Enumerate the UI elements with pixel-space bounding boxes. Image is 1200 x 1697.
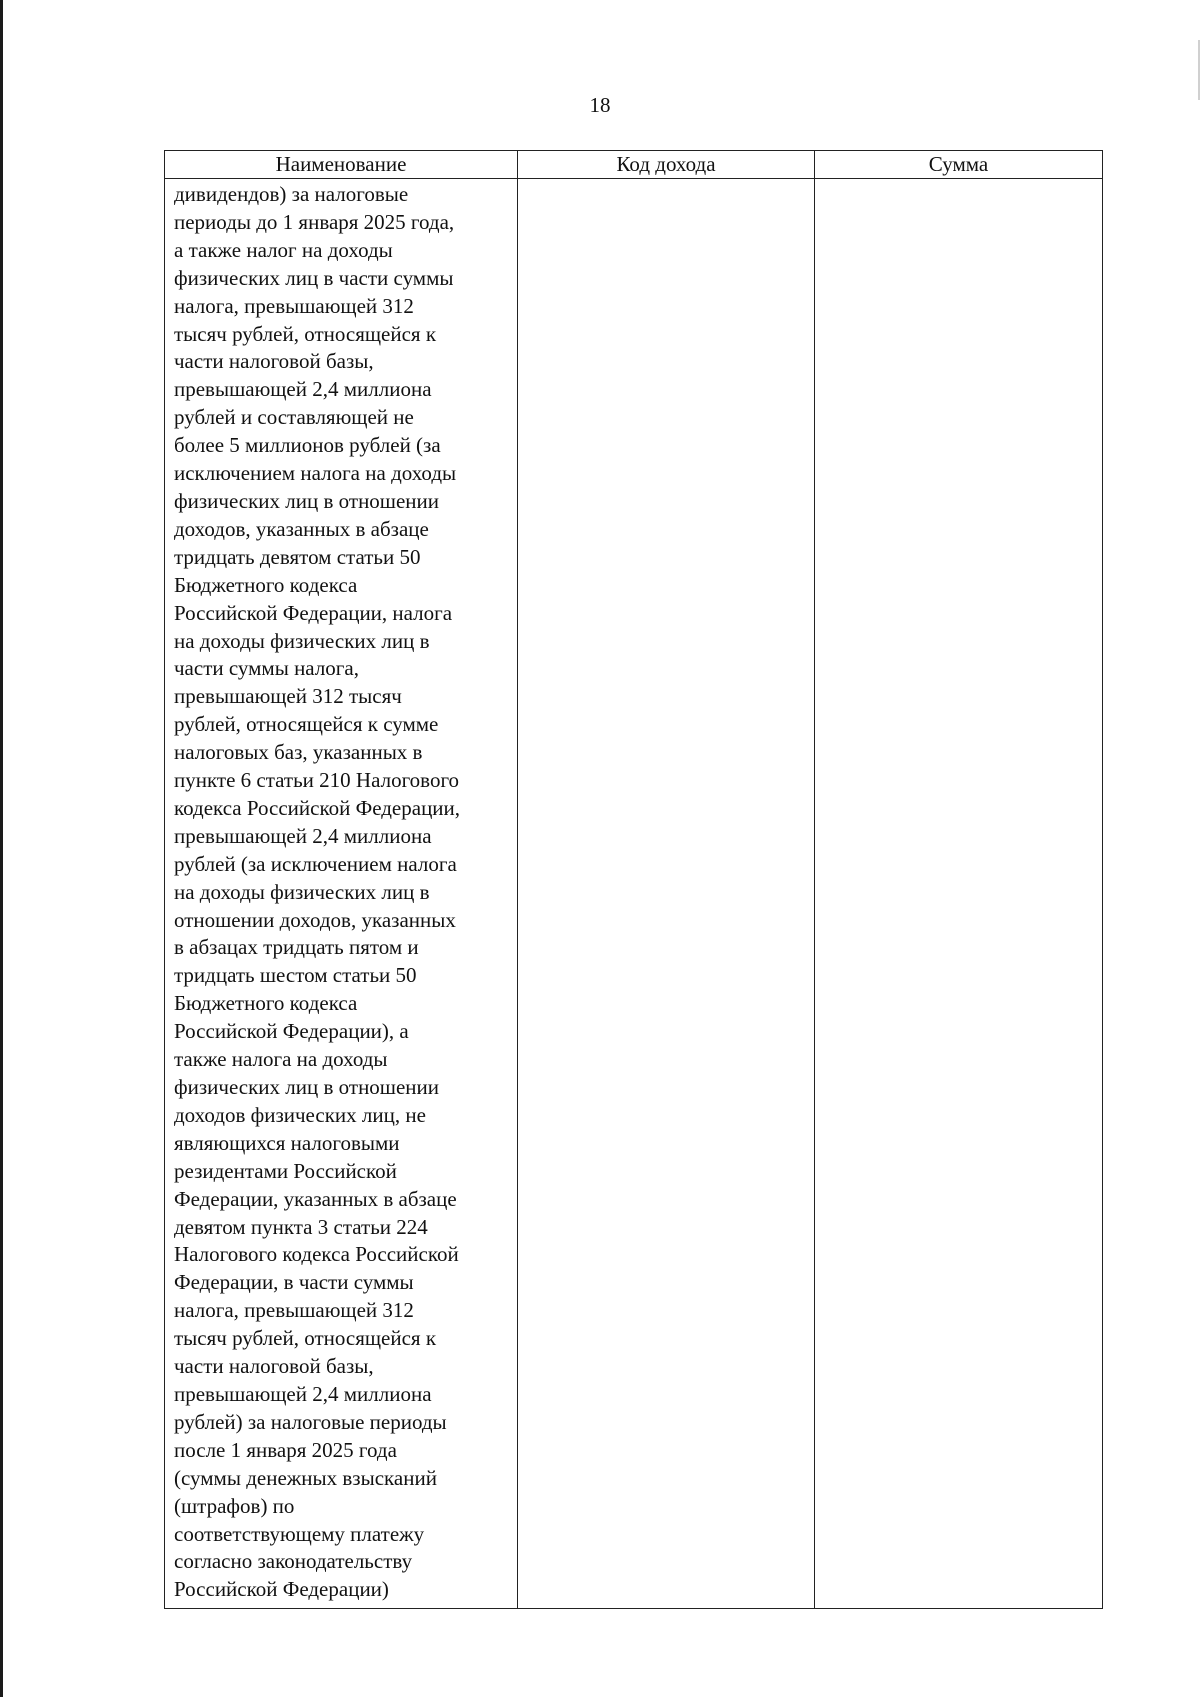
name-line: рублей (за исключением налога [174, 851, 457, 876]
name-line: тысяч рублей, относящейся к [174, 321, 437, 346]
name-line: после 1 января 2025 года [174, 1437, 397, 1462]
name-line: доходов физических лиц, не [174, 1102, 426, 1127]
header-sum: Сумма [815, 151, 1103, 179]
name-line: налога, превышающей 312 [174, 1298, 414, 1323]
name-line: доходов, указанных в абзаце [174, 516, 429, 541]
name-line: налоговых баз, указанных в [174, 740, 423, 765]
name-line: кодекса Российской Федерации, [174, 795, 461, 820]
sum-cell [815, 179, 1103, 1609]
name-line: превышающей 2,4 миллиона [174, 1381, 432, 1406]
name-line: девятом пункта 3 статьи 224 [174, 1214, 428, 1239]
table-header-row [165, 151, 1103, 179]
name-line: (штрафов) по [174, 1493, 295, 1518]
page-number: 18 [589, 93, 611, 117]
name-line: превышающей 2,4 миллиона [174, 377, 432, 402]
name-line: рублей и составляющей не [174, 405, 414, 430]
name-line: тридцать шестом статьи 50 [174, 963, 417, 988]
name-line: части налоговой базы, [174, 1354, 374, 1379]
table-row [165, 179, 1103, 1609]
name-line: (суммы денежных взысканий [174, 1465, 437, 1490]
name-line: Федерации, указанных в абзаце [174, 1186, 457, 1211]
name-line: Федерации, в части суммы [174, 1270, 414, 1295]
name-line: тридцать девятом статьи 50 [174, 544, 421, 569]
scan-edge [0, 0, 3, 1697]
code-cell [518, 179, 815, 1609]
name-line: в абзацах тридцать пятом и [174, 935, 419, 960]
name-line: являющихся налоговыми [174, 1130, 400, 1155]
name-line: рублей, относящейся к сумме [174, 712, 439, 737]
header-code: Код дохода [518, 151, 815, 179]
name-line: исключением налога на доходы [174, 461, 457, 486]
name-line: а также налог на доходы [174, 237, 393, 262]
name-line: более 5 миллионов рублей (за [174, 433, 441, 458]
name-line: соответствующему платежу [174, 1521, 425, 1546]
name-line: на доходы физических лиц в [174, 628, 430, 653]
name-line: Российской Федерации) [174, 1577, 389, 1602]
name-line: части налоговой базы, [174, 349, 374, 374]
name-line: на доходы физических лиц в [174, 879, 430, 904]
name-line: дивидендов) за налоговые [174, 182, 409, 206]
name-line: согласно законодательству [174, 1549, 413, 1574]
name-line: части суммы налога, [174, 656, 359, 681]
name-line: налога, превышающей 312 [174, 293, 414, 318]
revenue-table [164, 150, 1103, 1609]
name-line: физических лиц в отношении [174, 488, 440, 513]
name-line: также налога на доходы [174, 1047, 388, 1072]
name-line: отношении доходов, указанных [174, 907, 456, 932]
name-line: Российской Федерации), а [174, 1019, 409, 1044]
name-line: периоды до 1 января 2025 года, [174, 209, 455, 234]
name-line: Налогового кодекса Российской [174, 1242, 459, 1267]
name-line: Бюджетного кодекса [174, 572, 358, 597]
header-name: Наименование [165, 151, 518, 179]
name-line: резидентами Российской [174, 1158, 397, 1183]
name-line: тысяч рублей, относящейся к [174, 1326, 437, 1351]
name-line: физических лиц в части суммы [174, 265, 454, 290]
name-line: рублей) за налоговые периоды [174, 1409, 447, 1434]
name-line: физических лиц в отношении [174, 1075, 440, 1099]
name-cell [165, 179, 518, 1609]
name-line: превышающей 2,4 миллиона [174, 823, 432, 848]
name-line: пункте 6 статьи 210 Налогового [174, 768, 460, 793]
name-line: Бюджетного кодекса [174, 991, 358, 1016]
name-line: Российской Федерации, налога [174, 600, 453, 625]
name-line: превышающей 312 тысяч [174, 684, 402, 709]
